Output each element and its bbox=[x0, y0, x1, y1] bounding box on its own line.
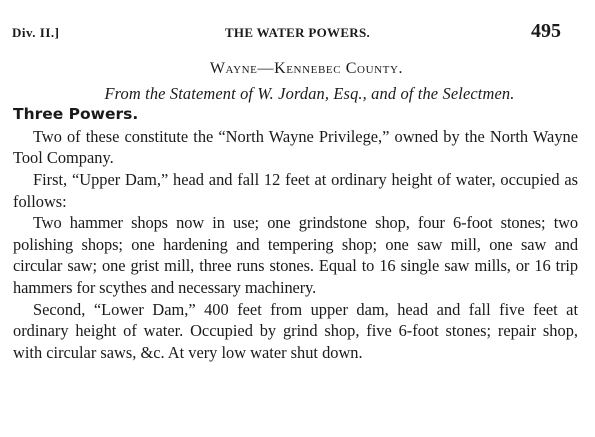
running-head bbox=[0, 22, 595, 46]
paragraph: Two of these constitute the “North Wayne Privilege,” owned by the North Wayne Tool Company. bbox=[13, 126, 578, 168]
chapter-title: THE WATER POWERS. bbox=[224, 25, 371, 40]
division-label: Div. II.] bbox=[12, 25, 60, 40]
paragraph: First, “Upper Dam,” head and fall 12 feet at ordinary height of water, occupied as follows: bbox=[13, 169, 578, 211]
page-number: 495 bbox=[531, 20, 561, 42]
section-title: Wayne—Kennebec County. bbox=[209, 60, 404, 77]
paragraph: Second, “Lower Dam,” 400 feet from upper dam, head and fall five feet at ordinary height of water. Occupied by grind shop, five 6-foot stones; repair shop, with circular saws, &c. At very low water shut down. bbox=[13, 299, 578, 362]
subheading: Three Powers. bbox=[13, 105, 139, 124]
source-attribution: From the Statement of W. Jordan, Esq., and of the Selectmen. bbox=[104, 83, 515, 103]
paragraph: Two hammer shops now in use; one grindstone shop, four 6-foot stones; two polishing shops; one hardening and tempering shop; one saw mill, one saw and circular saw; one grist mill, three runs stones. Equal to 16 single saw mills, or 16 trip hammers for scythes and necessary machinery. bbox=[13, 213, 578, 297]
body-text bbox=[13, 58, 578, 363]
